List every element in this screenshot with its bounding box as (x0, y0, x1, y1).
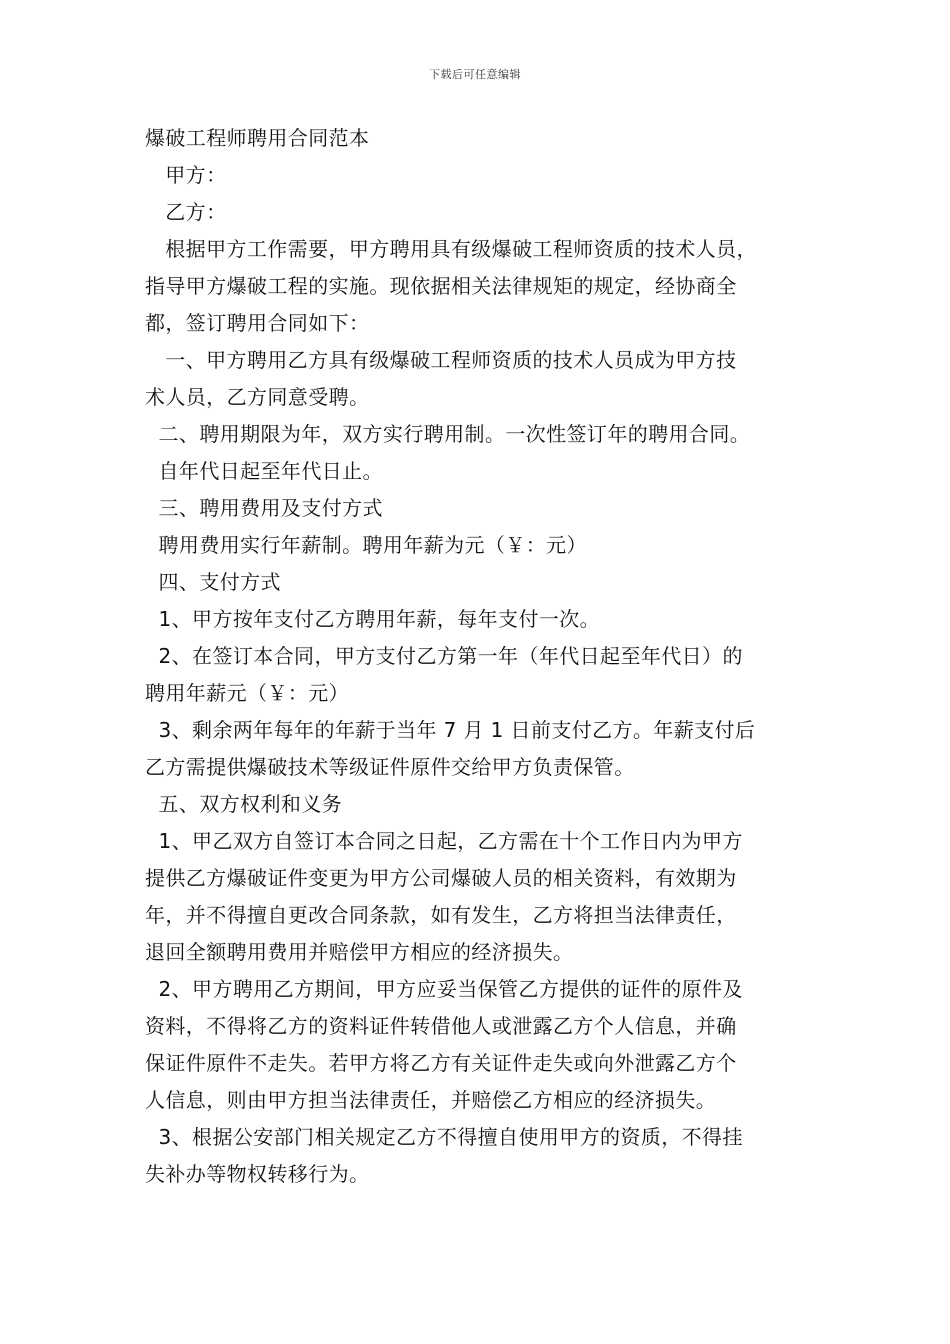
clause-line: 3、剩余两年每年的年薪于当年 7 月 1 日前支付乙方。年薪支付后 (145, 718, 756, 742)
text-line: 失补办等物权转移行为。 (145, 1162, 370, 1186)
text-line: 人信息，则由甲方担当法律责任，并赔偿乙方相应的经济损失。 (145, 1088, 717, 1112)
party-b-line: 乙方： (145, 200, 227, 224)
clause-line: 2、甲方聘用乙方期间，甲方应妥当保管乙方提供的证件的原件及 (145, 977, 743, 1001)
clause-line: 1、甲方按年支付乙方聘用年薪，每年支付一次。 (145, 607, 601, 631)
text-line: 乙方需提供爆破技术等级证件原件交给甲方负责保管。 (145, 755, 635, 779)
text-line: 年，并不得擅自更改合同条款，如有发生，乙方将担当法律责任， (145, 903, 737, 927)
text-line: 术人员，乙方同意受聘。 (145, 385, 370, 409)
text-line: 保证件原件不走失。若甲方将乙方有关证件走失或向外泄露乙方个 (145, 1051, 737, 1075)
text-line: 聘用年薪元（￥：元） (145, 681, 349, 705)
text-line: 退回全额聘用费用并赔偿甲方相应的经济损失。 (145, 940, 574, 964)
clause-line: 2、在签订本合同，甲方支付乙方第一年（年代日起至年代日）的 (145, 644, 743, 668)
text-line: 聘用费用实行年薪制。聘用年薪为元（￥：元） (145, 533, 587, 557)
document-body (145, 120, 810, 1193)
section-three-heading: 三、聘用费用及支付方式 (145, 496, 383, 520)
text-line: 提供乙方爆破证件变更为甲方公司爆破人员的相关资料，有效期为 (145, 866, 737, 890)
party-a-line: 甲方： (145, 163, 227, 187)
section-one-line: 一、甲方聘用乙方具有级爆破工程师资质的技术人员成为甲方技 (145, 348, 737, 372)
text-line: 都，签订聘用合同如下： (145, 311, 370, 335)
text-line: 自年代日起至年代日止。 (145, 459, 383, 483)
section-two-line: 二、聘用期限为年，双方实行聘用制。一次性签订年的聘用合同。 (145, 422, 751, 446)
document-title: 爆破工程师聘用合同范本 (145, 126, 370, 150)
header-note: 下载后可任意编辑 (429, 68, 521, 81)
clause-line: 3、根据公安部门相关规定乙方不得擅自使用甲方的资质，不得挂 (145, 1125, 743, 1149)
text-line: 根据甲方工作需要，甲方聘用具有级爆破工程师资质的技术人员， (145, 237, 757, 261)
text-line: 指导甲方爆破工程的实施。现依据相关法律规矩的规定，经协商全 (145, 274, 737, 298)
section-four-heading: 四、支付方式 (145, 570, 281, 594)
clause-line: 1、甲乙双方自签订本合同之日起，乙方需在十个工作日内为甲方 (145, 829, 743, 853)
text-line: 资料，不得将乙方的资料证件转借他人或泄露乙方个人信息，并确 (145, 1014, 737, 1038)
section-five-heading: 五、双方权利和义务 (145, 792, 343, 816)
